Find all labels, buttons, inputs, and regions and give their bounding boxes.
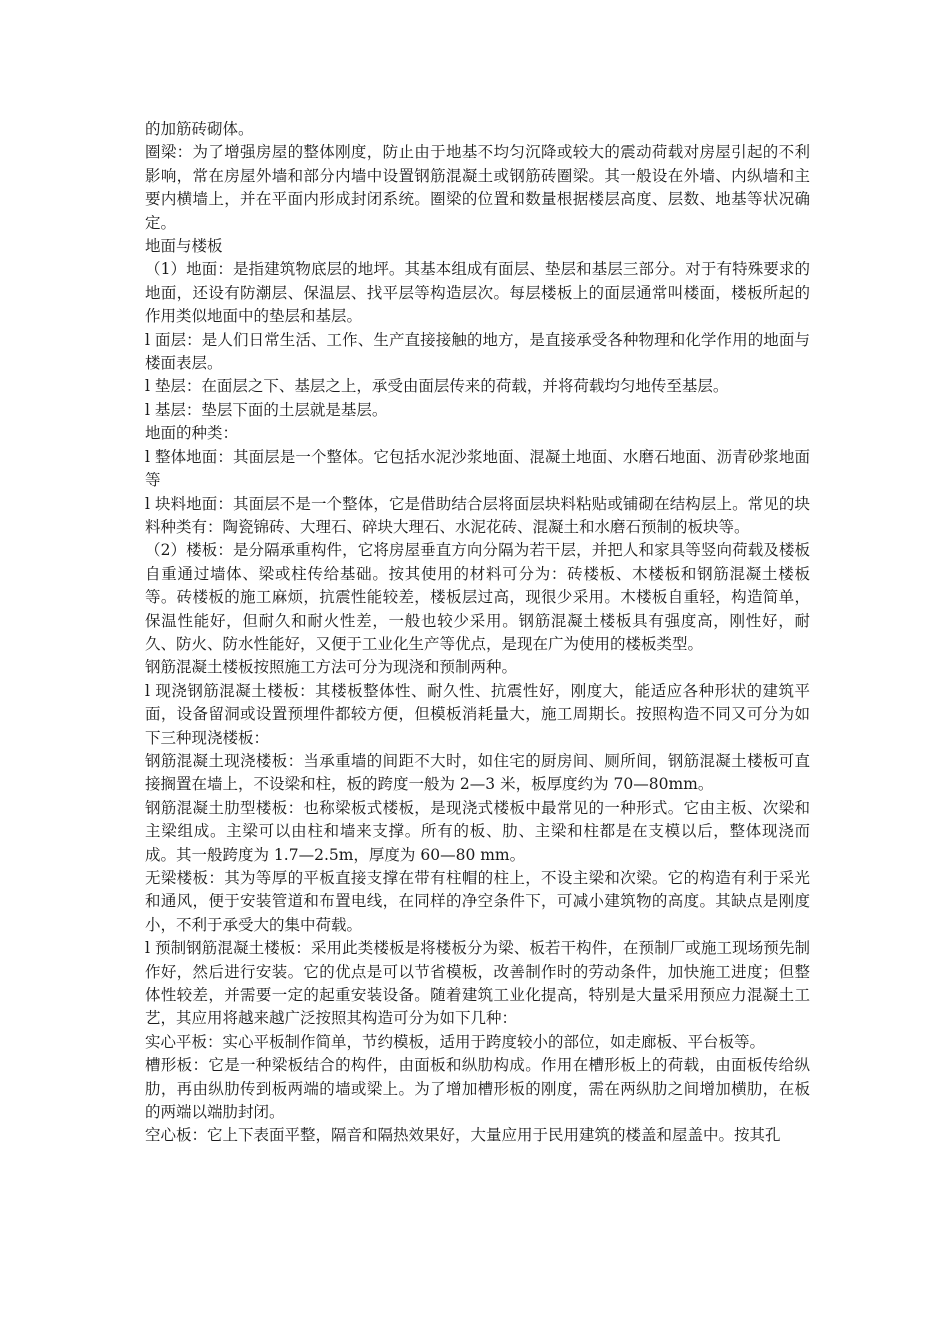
bullet-item: l 垫层：在面层之下、基层之上，承受由面层传来的荷载，并将荷载均匀地传至基层。 xyxy=(145,377,729,396)
bullet-item: l 现浇钢筋混凝土楼板：其楼板整体性、耐久性、抗震性好，刚度大，能适应各种形状的建筑平面，设备留洞或设置预埋件都较方便，但模板消耗量大，施工周期长。按照构造不同又可分为如下三种现浇楼板： xyxy=(145,681,810,747)
document-body xyxy=(145,118,810,1148)
section-heading: 地面与楼板 xyxy=(145,237,223,256)
paragraph: 空心板：它上下表面平整，隔音和隔热效果好，大量应用于民用建筑的楼盖和屋盖中。按其孔 xyxy=(145,1126,781,1145)
paragraph: 钢筋混凝土现浇楼板：当承重墙的间距不大时，如住宅的厨房间、厕所间，钢筋混凝土楼板可直接搁置在墙上，不设梁和柱，板的跨度一般为 2—3 米，板厚度约为 70—80mm。 xyxy=(145,751,810,794)
paragraph: 钢筋混凝土楼板按照施工方法可分为现浇和预制两种。 xyxy=(145,658,518,677)
paragraph: 无梁楼板：其为等厚的平板直接支撑在带有柱帽的柱上，不设主梁和次梁。它的构造有利于采光和通风，便于安装管道和布置电线，在同样的净空条件下，可减小建筑物的高度。其缺点是刚度小，不利于承受大的集中荷载。 xyxy=(145,869,810,934)
bullet-item: l 面层：是人们日常生活、工作、生产直接接触的地方，是直接承受各种物理和化学作用的地面与楼面表层。 xyxy=(145,330,810,373)
paragraph: 的加筋砖砌体。 xyxy=(145,120,254,138)
bullet-item: l 基层：垫层下面的土层就是基层。 xyxy=(145,400,388,419)
section-heading: 地面的种类： xyxy=(145,424,239,443)
paragraph: 钢筋混凝土肋型楼板：也称梁板式楼板，是现浇式楼板中最常见的一种形式。它由主板、次梁和主梁组成。主梁可以由柱和墙来支撑。所有的板、肋、主梁和柱都是在支模以后，整体现浇而成。其一般跨度为 1.7—2.5m，厚度为 60—80 mm。 xyxy=(145,798,810,864)
paragraph: 槽形板：它是一种梁板结合的构件，由面板和纵肋构成。作用在槽形板上的荷载，由面板传给纵肋，再由纵肋传到板两端的墙或梁上。为了增加槽形板的刚度，需在两纵肋之间增加横肋，在板的两端以端肋封闭。 xyxy=(145,1056,810,1122)
bullet-item: l 整体地面：其面层是一个整体。它包括水泥沙浆地面、混凝土地面、水磨石地面、沥青砂浆地面等 xyxy=(145,447,810,490)
paragraph: （1）地面：是指建筑物底层的地坪。其基本组成有面层、垫层和基层三部分。对于有特殊要求的地面，还设有防潮层、保温层、找平层等构造层次。每层楼板上的面层通常叫楼面，楼板所起的作用类似地面中的垫层和基层。 xyxy=(145,260,810,326)
bullet-item: l 块料地面：其面层不是一个整体，它是借助结合层将面层块料粘贴或铺砌在结构层上。常见的块料种类有：陶瓷锦砖、大理石、碎块大理石、水泥花砖、混凝土和水磨石预制的板块等。 xyxy=(145,494,810,536)
paragraph: （2）楼板：是分隔承重构件，它将房屋垂直方向分隔为若干层，并把人和家具等竖向荷载及楼板自重通过墙体、梁或柱传给基础。按其使用的材料可分为：砖楼板、木楼板和钢筋混凝土楼板等。砖楼板的施工麻烦，抗震性能较差，楼板层过高，现很少采用。木楼板自重轻，构造简单，保温性能好，但耐久和耐火性差，一般也较少采用。钢筋混凝土楼板具有强度高，刚性好，耐久、防火、防水性能好，又便于工业化生产等优点，是现在广为使用的楼板类型。 xyxy=(145,541,810,653)
bullet-item: l 预制钢筋混凝土楼板：采用此类楼板是将楼板分为梁、板若干构件，在预制厂或施工现场预先制作好，然后进行安装。它的优点是可以节省模板，改善制作时的劳动条件，加快施工进度；但整体性较差，并需要一定的起重安装设备。随着建筑工业化提高，特别是大量采用预应力混凝土工艺，其应用将越来越广泛按照其构造可分为如下几种： xyxy=(145,939,810,1028)
paragraph: 圈梁：为了增强房屋的整体刚度，防止由于地基不均匀沉降或较大的震动荷载对房屋引起的不利影响，常在房屋外墙和部分内墙中设置钢筋混凝土或钢筋砖圈梁。其一般设在外墙、内纵墙和主要内横墙上，并在平面内形成封闭系统。圈梁的位置和数量根据楼层高度、层数、地基等状况确定。 xyxy=(145,143,810,232)
paragraph: 实心平板：实心平板制作简单，节约模板，适用于跨度较小的部位，如走廊板、平台板等。 xyxy=(145,1032,766,1051)
